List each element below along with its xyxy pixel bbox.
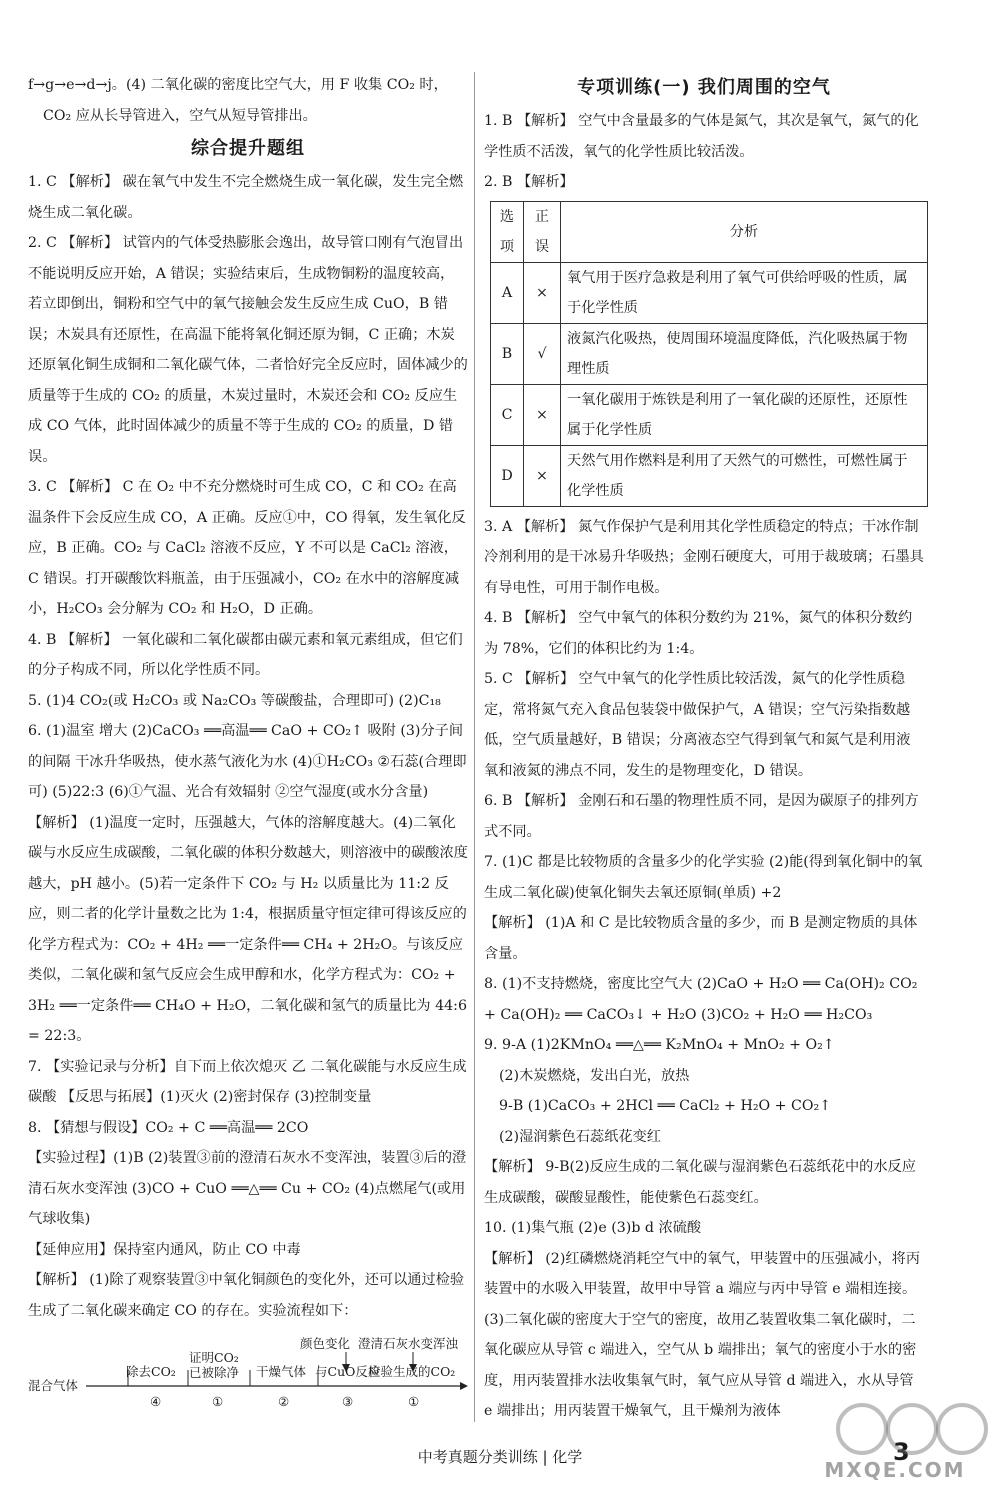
flow-step-5-num: ① <box>408 1394 420 1409</box>
flow-step-3-label: 干燥气体 <box>256 1364 307 1379</box>
air-item-1: 1. B 【解析】 空气中含量最多的气体是氮气，其次是氧气，氮气的化学性质不活泼，氧气的化学性质比较活泼。 <box>484 113 919 160</box>
air-item-3: 3. A 【解析】 氮气作保护气是利用其化学性质稳定的特点；干冰作制冷剂利用的是干冰易升华吸热；金刚石硬度大，可用于裁玻璃；石墨具有导电性，可用于制作电极。 <box>484 518 924 596</box>
air-item-5: 5. C 【解析】 空气中氧气的化学性质比较活泼，氮气的化学性质稳定，常将氮气充入食品包装袋中做保护气，A 错误；空气污染指数越低，空气质量越好，B 错误；分离液态空气得到氧气和氮气是利用液氧和液氮的沸点不同，发生的是物理变化，D 错误。 <box>484 671 911 779</box>
table-cell-option: D <box>491 445 524 506</box>
flow-step-1-label: 除去CO₂ <box>126 1364 176 1379</box>
air-item-9b-2: (2)湿润紫色石蕊纸花变红 <box>499 1128 661 1145</box>
column-divider <box>474 72 475 1422</box>
flow-step-2-label: 证明CO₂ 已被除净 <box>189 1350 240 1380</box>
answer-item-1: 1. C 【解析】 碳在氧气中发生不完全燃烧生成一氧化碳，发生完全燃烧生成二氧化碳。 <box>28 174 464 221</box>
air-item-9b: 9-B (1)CaCO₃ + 2HCl ══ CaCl₂ + H₂O + CO₂↑ <box>499 1098 832 1114</box>
answer-item-8: 8. 【猜想与假设】CO₂ + C ══高温══ 2CO <box>28 1119 309 1136</box>
section-title-air: 专项训练(一) 我们周围的空气 <box>577 77 831 98</box>
flow-step-2-num: ① <box>212 1394 224 1409</box>
watermark-text: MXQE.COM <box>824 1458 966 1482</box>
analysis-table <box>490 201 928 507</box>
answer-item-3: 3. C 【解析】 C 在 O₂ 中不充分燃烧时可生成 CO，C 和 CO₂ 在高温条件下会反应生成 CO，A 正确。反应①中，CO 得氧，发生氧化反应，B 正确。CO₂ 与 CaCl₂ 溶液不反应，Y 不可以是 CaCl₂ 溶液，C 错误。打开碳酸饮料瓶盖，由于压强减小，CO₂ 在水中的溶解度减小，H₂CO₃ 会分解为 CO₂ 和 H₂O，D 正确。 <box>28 479 466 617</box>
air-item-9-analysis: 【解析】 9-B(2)反应生成的二氧化碳与湿润紫色石蕊纸花中的水反应生成碳酸，碳酸显酸性，能使紫色石蕊变红。 <box>484 1159 916 1206</box>
answer-item-7: 7. 【实验记录与分析】自下而上依次熄灭 乙 二氧化碳能与水反应生成碳酸 【反思与拓展】(1)灭火 (2)密封保存 (3)控制变量 <box>28 1058 467 1105</box>
air-item-2: 2. B 【解析】 <box>484 174 574 190</box>
air-item-6: 6. B 【解析】 金刚石和石墨的物理性质不同，是因为碳原子的排列方式不同。 <box>484 793 919 840</box>
table-header-row <box>491 201 928 262</box>
table-cell-option: B <box>491 323 524 384</box>
answer-item-6-analysis: 【解析】 (1)温度一定时，压强越大，气体的溶解度越大。(4)二氧化碳与水反应生成碳酸，二氧化碳的体积分数越大，则溶液中的碳酸浓度越大，pH 越小。(5)若一定条件下 CO₂ 与 H₂ 以质量比为 11:2 反应，则二者的化学计量数之比为 1:4，根据质量守恒定律可得该反应的化学方程式为：CO₂ + 4H₂ ══一定条件══ CH₄ + 2H₂O。与该反应类似，二氧化碳和氢气反应会生成甲醇和水，化学方程式为：CO₂ + 3H₂ ══一定条件══ CH₄O + H₂O，二氧化碳和氢气的质量比为 44:6 = 22:3。 <box>28 814 468 1044</box>
flow-step-1-num: ④ <box>150 1394 162 1409</box>
air-item-7: 7. (1)C 都是比较物质的含量多少的化学实验 (2)能(得到氧化铜中的氧生成二氧化碳)使氧化铜失去氧还原铜(单质) +2 <box>484 854 923 901</box>
air-item-7-analysis: 【解析】 (1)A 和 C 是比较物质含量的多少，而 B 是测定物质的具体含量。 <box>484 915 918 962</box>
air-item-8: 8. (1)不支持燃烧，密度比空气大 (2)CaO + H₂O ══ Ca(OH)₂ CO₂ + Ca(OH)₂ ══ CaCO₃↓ + H₂O (3)CO₂ + H₂O ══ H₂CO₃ <box>484 976 918 1023</box>
air-item-10-analysis: 【解析】 (2)红磷燃烧消耗空气中的氧气，甲装置中的压强减小，将丙装置中的水吸入甲装置，故甲中导管 a 端应与丙中导管 e 端相连接。(3)二氧化碳的密度大于空气的密度，故用乙装置收集二氧化碳时，二氧化碳应从导管 c 端进入，空气从 b 端排出；氧气的密度小于水的密度，用丙装置排水法收集氧气时，氧气应从导管 d 端进入，水从导管 e 端排出；用丙装置干燥氧气，且干燥剂为液体 <box>484 1250 921 1419</box>
table-header-analysis: 分析 <box>561 201 928 262</box>
flow-step-4-top: 颜色变化 <box>300 1336 351 1351</box>
table-header-option: 选项 <box>491 201 524 262</box>
table-row <box>491 323 928 384</box>
table-cell-mark: × <box>524 262 561 323</box>
table-cell-mark: × <box>524 445 561 506</box>
table-cell-mark: √ <box>524 323 561 384</box>
section-title-comprehensive: 综合提升题组 <box>191 138 305 159</box>
table-header-correctness: 正误 <box>524 201 561 262</box>
answer-item-8-extension: 【延伸应用】保持室内通风，防止 CO 中毒 <box>28 1241 301 1258</box>
answer-item-4: 4. B 【解析】 一氧化碳和二氧化碳都由碳元素和氧元素组成，但它们的分子构成不同，所以化学性质不同。 <box>28 631 463 678</box>
table-cell-text: 天然气用作燃料是利用了天然气的可燃性，可燃性属于化学性质 <box>561 445 928 506</box>
flow-start: 混合气体 <box>28 1378 79 1393</box>
table-cell-option: C <box>491 384 524 445</box>
intro-line-2: CO₂ 应从长导管进入，空气从短导管排出。 <box>43 107 317 124</box>
table-cell-text: 一氧化碳用于炼铁是利用了一氧化碳的还原性，还原性属于化学性质 <box>561 384 928 445</box>
flow-step-4-num: ③ <box>342 1394 354 1409</box>
table-row <box>491 262 928 323</box>
table-cell-text: 氧气用于医疗急救是利用了氧气可供给呼吸的性质，属于化学性质 <box>561 262 928 323</box>
answer-item-8-analysis: 【解析】 (1)除了观察装置③中氧化铜颜色的变化外，还可以通过检验生成了二氧化碳来确定 CO 的存在。实验流程如下： <box>28 1272 465 1319</box>
table-cell-mark: × <box>524 384 561 445</box>
answer-item-8-process: 【实验过程】(1)B (2)装置③前的澄清石灰水不变浑浊，装置③后的澄清石灰水变浑浊 (3)CO + CuO ══△══ Cu + CO₂ (4)点燃尾气(或用气球收集) <box>28 1150 467 1227</box>
flow-step-5-top: 澄清石灰水变浑浊 <box>358 1336 459 1351</box>
table-cell-option: A <box>491 262 524 323</box>
flow-step-3-num: ② <box>278 1394 290 1409</box>
left-column <box>28 70 468 1326</box>
air-item-9a-2: (2)木炭燃烧，发出白光，放热 <box>499 1067 690 1084</box>
answer-item-2: 2. C 【解析】 试管内的气体受热膨胀会逸出，故导管口刚有气泡冒出不能说明反应开始，A 错误；实验结束后，生成物铜粉的温度较高，若立即倒出，铜粉和空气中的氧气接触会发生反应生成 CuO，B 错误；木炭具有还原性，在高温下能将氧化铜还原为铜，C 正确；木炭还原氧化铜生成铜和二氧化碳气体，二者恰好完全反应时，固体减少的质量等于生成的 CO₂ 的质量，木炭过量时，木炭还会和 CO₂ 反应生成 CO 气体，此时固体减少的质量不等于生成的 CO₂ 的质量，D 错误。 <box>28 235 468 465</box>
air-item-9a: 9. 9-A (1)2KMnO₄ ══△══ K₂MnO₄ + MnO₂ + O₂↑ <box>484 1037 835 1053</box>
answer-item-5: 5. (1)4 CO₂(或 H₂CO₃ 或 Na₂CO₃ 等碳酸盐，合理即可) (2)C₁₈ <box>28 692 441 709</box>
table-cell-text: 液氮汽化吸热，使周围环境温度降低，汽化吸热属于物理性质 <box>561 323 928 384</box>
air-item-4: 4. B 【解析】 空气中氧气的体积分数约为 21%，氮气的体积分数约为 78%，它们的体积比约为 1:4。 <box>484 610 913 657</box>
table-row <box>491 384 928 445</box>
page-number: 3 <box>893 1438 910 1466</box>
answer-item-6: 6. (1)温室 增大 (2)CaCO₃ ══高温══ CaO + CO₂↑ 吸附 (3)分子间的间隔 干冰升华吸热，使水蒸气液化为水 (4)①H₂CO₃ ②石蕊(合理即可) (5)22:3 (6)①气温、光合有效辐射 ②空气湿度(或水分含量) <box>28 723 467 800</box>
page-footer: 中考真题分类训练 | 化学 <box>417 1448 583 1466</box>
right-column <box>484 70 924 1427</box>
experiment-flow-diagram <box>28 1330 468 1420</box>
air-item-10: 10. (1)集气瓶 (2)e (3)b d 浓硫酸 <box>484 1220 702 1236</box>
flow-step-5-label: 检验生成的CO₂ <box>368 1364 456 1379</box>
flow-step-4-label: 与CuO反应 <box>315 1364 381 1379</box>
table-row <box>491 445 928 506</box>
intro-line-1: f→g→e→d→j。(4) 二氧化碳的密度比空气大，用 F 收集 CO₂ 时， <box>28 77 448 93</box>
